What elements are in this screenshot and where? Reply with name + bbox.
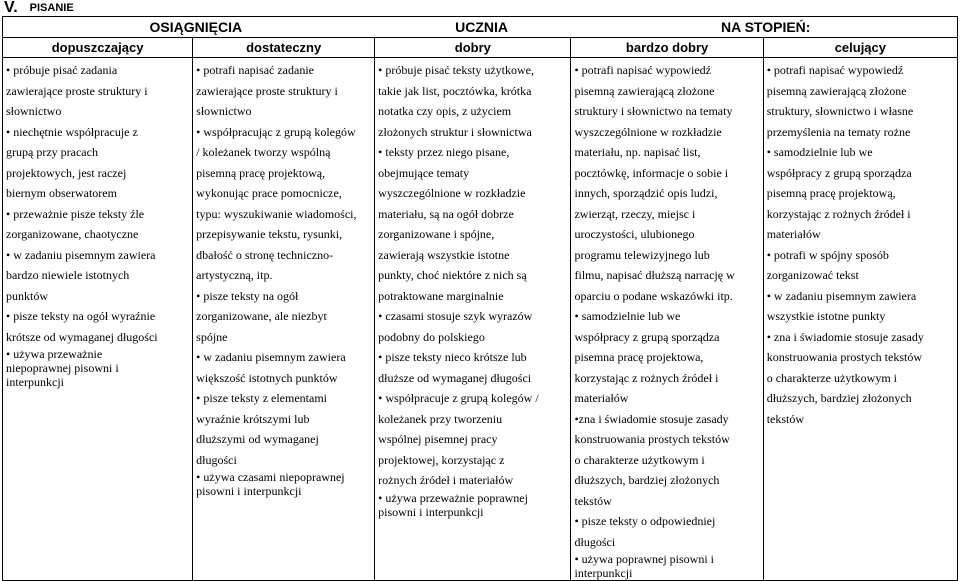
criteria-line: punktów bbox=[6, 288, 48, 303]
criteria-line: • potrafi napisać zadanie bbox=[196, 63, 314, 77]
criteria-line: artystyczną, itp. bbox=[196, 268, 273, 282]
criteria-line: • w zadaniu pisemnym zawiera bbox=[6, 247, 156, 262]
criteria-line: dłuższych, bardziej złożonych bbox=[766, 391, 912, 405]
criteria-line: pisemną pracę projektową, bbox=[196, 165, 326, 180]
criteria-line: tekstów bbox=[574, 493, 612, 508]
criteria-line: tekstów bbox=[766, 411, 805, 426]
criteria-line: pocztówkę, informacje o sobie i bbox=[574, 165, 729, 180]
criteria-line: interpunkcji bbox=[574, 566, 633, 580]
criteria-line: • w zadaniu pisemnym zawiera bbox=[196, 350, 346, 364]
criteria-line: • pisze teksty o odpowiedniej bbox=[574, 514, 716, 528]
criteria-cell-dopuszczajacy bbox=[3, 58, 193, 581]
criteria-line: notatka czy opis, z użyciem bbox=[378, 104, 512, 118]
criteria-line: typu: wyszukiwanie wiadomości, bbox=[196, 206, 357, 221]
criteria-line: konstruowania prostych tekstów bbox=[766, 350, 923, 364]
criteria-line: • pisze teksty z elementami bbox=[196, 391, 327, 405]
header-row-grades bbox=[3, 38, 958, 58]
criteria-line: • przeważnie pisze teksty źle bbox=[6, 206, 145, 221]
criteria-line: uroczystości, ulubionego bbox=[574, 227, 695, 241]
criteria-row bbox=[3, 58, 958, 581]
criteria-line: przepisywanie tekstu, rysunki, bbox=[196, 227, 343, 241]
criteria-line: • pisze teksty nieco krótsze lub bbox=[378, 350, 527, 364]
criteria-line: projektowych, jest raczej bbox=[6, 165, 127, 180]
criteria-line: wyraźnie krótszymi lub bbox=[196, 411, 310, 426]
criteria-line: pisowni i interpunkcji bbox=[378, 504, 484, 519]
grade-header-celujacy: celujący bbox=[763, 38, 957, 58]
criteria-line: zorganizować tekst bbox=[766, 268, 859, 282]
criteria-line: oparciu o podane wskazówki itp. bbox=[574, 288, 733, 303]
criteria-line: • potrafi w spójny sposób bbox=[766, 247, 889, 262]
criteria-line: • współpracuje z grupą kolegów / bbox=[378, 391, 539, 405]
criteria-line: struktury, słownictwo i własne bbox=[766, 104, 914, 118]
criteria-line: wyszczególnione w rozkładzie bbox=[378, 186, 526, 200]
criteria-line: materiału, są na ogół dobrze bbox=[378, 206, 514, 221]
criteria-cell-dobry bbox=[375, 58, 571, 581]
criteria-line: długości bbox=[574, 534, 616, 549]
criteria-line: takie jak list, pocztówka, krótka bbox=[378, 83, 532, 98]
criteria-line: współpracy z grupą sporządza bbox=[766, 165, 912, 180]
criteria-line: długości bbox=[196, 452, 237, 467]
criteria-line: bardzo niewiele istotnych bbox=[6, 268, 130, 282]
criteria-line: biernym obserwatorem bbox=[6, 186, 117, 200]
criteria-line: słownictwo bbox=[6, 104, 62, 118]
criteria-line: • używa czasami niepoprawnej bbox=[196, 470, 345, 484]
criteria-line: zorganizowane, chaotyczne bbox=[6, 227, 139, 241]
criteria-line: • niechętnie współpracuje z bbox=[6, 124, 138, 139]
criteria-line: • próbuje pisać teksty użytkowe, bbox=[378, 63, 535, 77]
section-number: V. bbox=[4, 0, 18, 16]
criteria-line: pisemną zawierającą złożone bbox=[574, 83, 715, 98]
criteria-line: grupą przy pracach bbox=[6, 145, 98, 159]
criteria-line: dbałość o stronę techniczno- bbox=[196, 247, 334, 262]
criteria-line: współpracy z grupą sporządza bbox=[574, 329, 720, 344]
criteria-line: innych, sporządzić opis ludzi, bbox=[574, 186, 718, 200]
criteria-line: • czasami stosuje szyk wyrazów bbox=[378, 309, 533, 323]
criteria-line: o charakterze użytkowym i bbox=[574, 452, 705, 467]
criteria-line: • potrafi napisać wypowiedź bbox=[766, 63, 904, 77]
criteria-line: wyszczególnione w rozkładzie bbox=[574, 124, 722, 139]
criteria-cell-dostateczny bbox=[193, 58, 375, 581]
grading-table bbox=[2, 16, 958, 581]
criteria-cell-celujacy bbox=[763, 58, 957, 581]
criteria-line: projektowej, korzystając z bbox=[378, 452, 505, 467]
criteria-line: filmu, napisać dłuższą narrację w bbox=[574, 268, 735, 282]
criteria-line: zorganizowane i spójne, bbox=[378, 227, 495, 241]
criteria-line: dłuższe od wymaganej długości bbox=[378, 370, 532, 385]
criteria-line: struktury i słownictwo na tematy bbox=[574, 104, 733, 118]
criteria-line: konstruowania prostych tekstów bbox=[574, 432, 730, 446]
criteria-line: wszystkie istotne punkty bbox=[766, 309, 886, 323]
section-heading bbox=[4, 0, 74, 16]
criteria-line: korzystając z rożnych źródeł i bbox=[574, 370, 719, 385]
criteria-line: spójne bbox=[196, 329, 228, 344]
criteria-line: • samodzielnie lub we bbox=[766, 145, 873, 159]
criteria-line: dłuższych, bardziej złożonych bbox=[574, 473, 720, 487]
criteria-line: o charakterze użytkowym i bbox=[766, 370, 897, 385]
criteria-line: zawierające proste struktury i bbox=[6, 83, 148, 98]
criteria-line: interpunkcji bbox=[6, 375, 64, 389]
criteria-line: korzystając z rożnych źródeł i bbox=[766, 206, 911, 221]
header-word-for-grade: NA STOPIEŃ: bbox=[721, 19, 811, 35]
header-word-achievements: OSIĄGNIĘCIA bbox=[149, 19, 243, 35]
criteria-line: • teksty przez niego pisane, bbox=[378, 145, 510, 159]
criteria-line: • pisze teksty na ogół wyraźnie bbox=[6, 309, 156, 323]
grade-header-bardzo-dobry: bardzo dobry bbox=[571, 38, 763, 58]
criteria-line: • próbuje pisać zadania bbox=[6, 63, 118, 77]
criteria-line: materiałów bbox=[766, 227, 821, 241]
header-title-cell bbox=[3, 17, 958, 38]
section-title: PISANIE bbox=[29, 2, 74, 14]
criteria-line: niepoprawnej pisowni i bbox=[6, 361, 119, 375]
criteria-line: przemyślenia na tematy rożne bbox=[766, 124, 911, 139]
criteria-line: wykonując prace pomocnicze, bbox=[196, 186, 342, 200]
criteria-line: • pisze teksty na ogół bbox=[196, 288, 299, 303]
criteria-line: pisemną zawierającą złożone bbox=[766, 83, 907, 98]
criteria-line: złożonych struktur i słownictwa bbox=[378, 124, 532, 139]
criteria-line: zorganizowane, ale niezbyt bbox=[196, 309, 327, 323]
criteria-line: wspólnej pisemnej pracy bbox=[378, 432, 498, 446]
header-word-student: UCZNIA bbox=[455, 19, 508, 35]
criteria-line: materiałów bbox=[574, 391, 629, 405]
grade-header-dostateczny: dostateczny bbox=[193, 38, 375, 58]
criteria-line: większość istotnych punktów bbox=[196, 370, 338, 385]
criteria-line: •zna i świadomie stosuje zasady bbox=[574, 411, 729, 426]
criteria-line: koleżanek przy tworzeniu bbox=[378, 411, 503, 426]
grade-header-dobry: dobry bbox=[375, 38, 571, 58]
criteria-line: krótsze od wymaganej długości bbox=[6, 329, 158, 344]
criteria-line: / koleżanek tworzy wspólną bbox=[196, 145, 331, 159]
grade-header-dopuszczajacy: dopuszczający bbox=[3, 38, 193, 58]
criteria-line: programu telewizyjnego lub bbox=[574, 247, 710, 262]
criteria-line: • współpracując z grupą kolegów bbox=[196, 124, 356, 139]
criteria-line: pisowni i interpunkcji bbox=[196, 484, 302, 498]
criteria-line: pisemna pracę projektowa, bbox=[574, 350, 704, 364]
criteria-line: podobny do polskiego bbox=[378, 329, 485, 344]
criteria-line: • potrafi napisać wypowiedź bbox=[574, 63, 711, 77]
criteria-line: obejmujące tematy bbox=[378, 165, 470, 180]
criteria-line: potraktowane marginalnie bbox=[378, 288, 504, 303]
criteria-line: • używa przeważnie poprawnej bbox=[378, 490, 528, 505]
criteria-line: punkty, choć niektóre z nich są bbox=[378, 268, 527, 282]
criteria-line: rożnych źródeł i materiałów bbox=[378, 473, 514, 487]
criteria-line: • używa przeważnie bbox=[6, 347, 103, 361]
criteria-line: pisemną pracę projektową, bbox=[766, 186, 896, 200]
criteria-line: zawierające proste struktury i bbox=[196, 83, 338, 98]
criteria-line: • w zadaniu pisemnym zawiera bbox=[766, 288, 917, 303]
criteria-line: • zna i świadomie stosuje zasady bbox=[766, 329, 924, 344]
criteria-line: materiału, np. napisać list, bbox=[574, 145, 701, 159]
criteria-line: zwierząt, rzeczy, miejsc i bbox=[574, 206, 696, 221]
criteria-line: dłuższymi od wymaganej bbox=[196, 432, 319, 446]
criteria-cell-bardzo-dobry bbox=[571, 58, 763, 581]
criteria-line: słownictwo bbox=[196, 104, 252, 118]
header-row-title bbox=[3, 17, 958, 38]
criteria-line: • samodzielnie lub we bbox=[574, 309, 681, 323]
criteria-line: • używa poprawnej pisowni i bbox=[574, 552, 714, 566]
criteria-line: zawierają wszystkie istotne bbox=[378, 247, 510, 262]
